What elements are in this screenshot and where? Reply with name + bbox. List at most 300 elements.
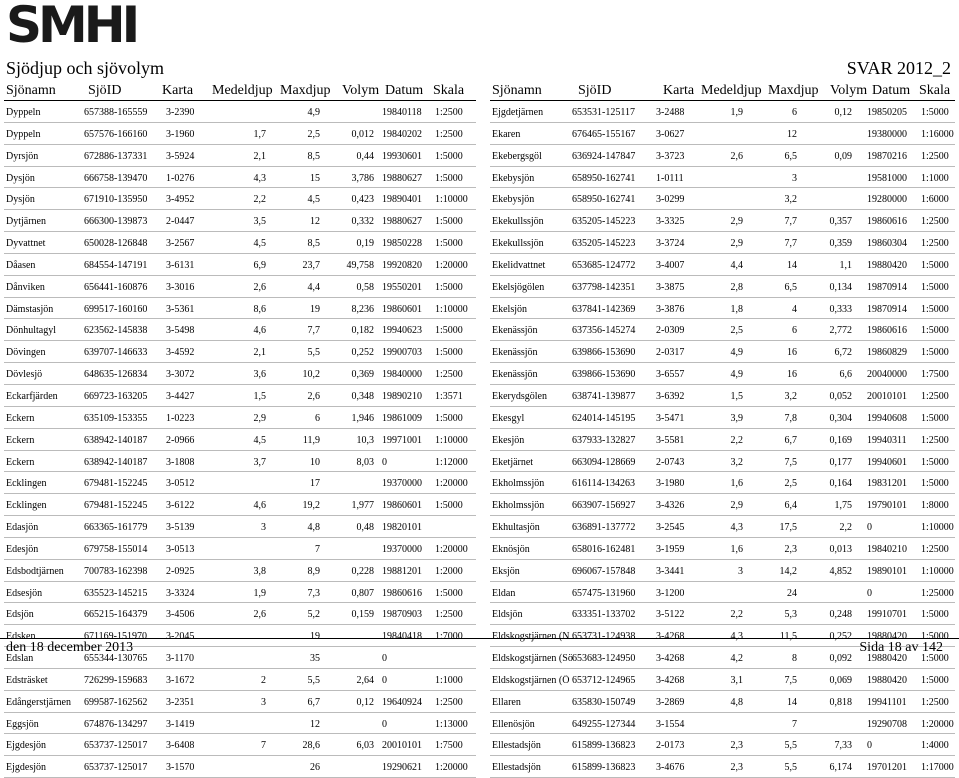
cell-karta: 3-4268 bbox=[656, 631, 685, 643]
cell-maxdjup: 7,7 bbox=[784, 238, 797, 250]
table-row bbox=[4, 232, 476, 254]
cell-medeldjup: 1,9 bbox=[730, 107, 743, 118]
cell-sjoid: 696067-157848 bbox=[572, 565, 636, 577]
cell-sjonamn: Ekebysjön bbox=[492, 172, 535, 184]
cell-skala: 1:1000 bbox=[921, 172, 949, 184]
cell-karta: 3-3016 bbox=[166, 281, 195, 293]
cell-datum: 19640924 bbox=[382, 696, 422, 708]
cell-sjonamn: Edångerstjärnen bbox=[6, 696, 71, 708]
cell-skala: 1:5000 bbox=[921, 303, 949, 315]
cell-sjoid: 648635-126834 bbox=[84, 369, 148, 381]
cell-sjoid: 638741-139877 bbox=[572, 390, 636, 402]
cell-karta: 3-3324 bbox=[166, 587, 195, 599]
cell-karta: 3-5924 bbox=[166, 150, 195, 162]
cell-maxdjup: 2,5 bbox=[307, 128, 320, 140]
cell-karta: 3-1959 bbox=[656, 543, 685, 555]
cell-datum: 19941101 bbox=[867, 696, 907, 708]
cell-maxdjup: 5,5 bbox=[784, 762, 797, 774]
cell-karta: 2-0173 bbox=[656, 740, 685, 752]
cell-sjoid: 653531-125117 bbox=[572, 107, 635, 118]
cell-maxdjup: 2,3 bbox=[784, 543, 797, 555]
cell-sjoid: 637356-145274 bbox=[572, 325, 636, 337]
cell-sjonamn: Dysjön bbox=[6, 194, 35, 206]
cell-maxdjup: 12 bbox=[310, 216, 320, 228]
cell-sjonamn: Edsesjön bbox=[6, 587, 43, 599]
cell-volym: 0,069 bbox=[829, 674, 852, 686]
cell-sjonamn: Edsträsket bbox=[6, 674, 48, 686]
cell-karta: 3-3723 bbox=[656, 150, 685, 162]
cell-datum: 19860616 bbox=[382, 587, 422, 599]
cell-volym: 0,48 bbox=[356, 522, 374, 534]
cell-skala: 1:5000 bbox=[435, 150, 463, 162]
cell-karta: 3-1570 bbox=[166, 762, 195, 774]
cell-maxdjup: 8 bbox=[792, 653, 797, 665]
header-datum: Datum bbox=[385, 83, 424, 98]
table-row bbox=[4, 341, 476, 363]
cell-volym: 6,6 bbox=[839, 369, 852, 381]
cell-volym: 0,304 bbox=[829, 412, 852, 424]
cell-karta: 3-5581 bbox=[656, 434, 685, 446]
cell-karta: 3-0627 bbox=[656, 128, 685, 140]
cell-skala: 1:13000 bbox=[435, 718, 468, 730]
table-row bbox=[490, 276, 955, 298]
table-row bbox=[490, 756, 955, 778]
cell-sjonamn: Edesjön bbox=[6, 543, 39, 555]
cell-karta: 3-4007 bbox=[656, 259, 685, 271]
cell-maxdjup: 6 bbox=[792, 325, 797, 337]
cell-sjoid: 663907-156927 bbox=[572, 500, 636, 512]
cell-sjoid: 623562-145838 bbox=[84, 325, 148, 337]
header-maxdjup: Maxdjup bbox=[280, 83, 331, 98]
cell-maxdjup: 14 bbox=[787, 259, 797, 271]
cell-karta: 3-4952 bbox=[166, 194, 195, 206]
cell-medeldjup: 4,2 bbox=[730, 653, 743, 665]
cell-skala: 1:20000 bbox=[435, 478, 468, 490]
cell-sjoid: 636891-137772 bbox=[572, 522, 636, 534]
cell-karta: 3-3724 bbox=[656, 238, 685, 250]
cell-maxdjup: 10,2 bbox=[302, 369, 320, 381]
header-sjoid: SjöID bbox=[578, 83, 612, 98]
cell-sjoid: 658016-162481 bbox=[572, 543, 636, 555]
cell-sjonamn: Ekenässjön bbox=[492, 347, 538, 359]
cell-maxdjup: 8,9 bbox=[307, 565, 320, 577]
cell-sjoid: 679481-152245 bbox=[84, 500, 148, 512]
cell-sjoid: 635205-145223 bbox=[572, 216, 636, 228]
cell-karta: 3-2545 bbox=[656, 522, 685, 534]
cell-volym: 0,369 bbox=[351, 369, 374, 381]
cell-karta: 2-0317 bbox=[656, 347, 685, 359]
cell-medeldjup: 4,3 bbox=[253, 172, 266, 184]
cell-karta: 2-0447 bbox=[166, 216, 195, 228]
cell-datum: 19380000 bbox=[867, 128, 907, 140]
cell-sjonamn: Ellaren bbox=[492, 696, 521, 708]
cell-volym: 0,182 bbox=[351, 325, 374, 337]
cell-sjoid: 684554-147191 bbox=[84, 259, 148, 271]
table-row bbox=[4, 145, 476, 167]
cell-medeldjup: 4,6 bbox=[253, 500, 266, 512]
cell-sjoid: 676465-155167 bbox=[572, 128, 636, 140]
cell-maxdjup: 28,6 bbox=[302, 740, 320, 752]
cell-sjoid: 655344-130765 bbox=[84, 653, 148, 665]
cell-medeldjup: 4,4 bbox=[730, 259, 743, 271]
cell-volym: 0,013 bbox=[829, 543, 852, 555]
cell-maxdjup: 4 bbox=[792, 303, 797, 315]
cell-skala: 1:2500 bbox=[435, 609, 463, 621]
cell-volym: 0,348 bbox=[351, 390, 374, 402]
cell-volym: 0,228 bbox=[351, 565, 374, 577]
cell-datum: 19930601 bbox=[382, 150, 422, 162]
cell-sjoid: 650028-126848 bbox=[84, 238, 148, 250]
cell-volym: 0,359 bbox=[829, 238, 852, 250]
cell-medeldjup: 2,9 bbox=[730, 216, 743, 228]
cell-sjonamn: Dyrsjön bbox=[6, 150, 39, 162]
table-row bbox=[4, 472, 476, 494]
cell-sjoid: 653712-124965 bbox=[572, 674, 636, 686]
cell-volym: 0,169 bbox=[829, 434, 852, 446]
cell-datum: 19370000 bbox=[382, 478, 422, 490]
table-row bbox=[490, 319, 955, 341]
cell-karta: 3-4326 bbox=[656, 500, 685, 512]
cell-maxdjup: 2,6 bbox=[307, 390, 320, 402]
cell-sjonamn: Ekekullssjön bbox=[492, 238, 544, 250]
left-table bbox=[4, 100, 476, 778]
cell-sjonamn: Eldskogstjärnen (N bbox=[492, 631, 570, 643]
cell-skala: 1:5000 bbox=[435, 587, 463, 599]
cell-medeldjup: 3,2 bbox=[730, 456, 743, 468]
cell-sjoid: 633351-133702 bbox=[572, 609, 636, 621]
cell-skala: 1:5000 bbox=[435, 216, 463, 228]
table-row bbox=[490, 232, 955, 254]
cell-sjoid: 699517-160160 bbox=[84, 303, 148, 315]
cell-karta: 2-0743 bbox=[656, 456, 685, 468]
header-medeldjup: Medeldjup bbox=[212, 83, 273, 98]
cell-datum: 19860601 bbox=[382, 500, 422, 512]
cell-datum: 0 bbox=[382, 674, 387, 686]
table-row bbox=[4, 691, 476, 713]
cell-volym: 10,3 bbox=[356, 434, 374, 446]
cell-datum: 19860601 bbox=[382, 303, 422, 315]
cell-karta: 1-0223 bbox=[166, 412, 195, 424]
cell-maxdjup: 6,5 bbox=[784, 281, 797, 293]
cell-datum: 19290708 bbox=[867, 718, 907, 730]
header-karta: Karta bbox=[663, 83, 695, 98]
cell-datum: 0 bbox=[867, 587, 872, 599]
cell-volym: 1,946 bbox=[351, 412, 374, 424]
cell-karta: 3-4268 bbox=[656, 653, 685, 665]
cell-maxdjup: 35 bbox=[310, 653, 320, 665]
cell-volym: 3,786 bbox=[351, 172, 374, 184]
cell-maxdjup: 3,2 bbox=[784, 390, 797, 402]
cell-karta: 3-6122 bbox=[166, 500, 195, 512]
cell-maxdjup: 6 bbox=[792, 107, 797, 118]
cell-medeldjup: 8,6 bbox=[253, 303, 266, 315]
cell-karta: 3-5471 bbox=[656, 412, 685, 424]
cell-sjoid: 663365-161779 bbox=[84, 522, 148, 534]
cell-sjonamn: Eggsjön bbox=[6, 718, 39, 730]
cell-volym: 0,052 bbox=[829, 390, 852, 402]
cell-volym: 1,977 bbox=[351, 500, 374, 512]
cell-datum: 19940311 bbox=[867, 434, 907, 446]
cell-sjoid: 657576-166160 bbox=[84, 128, 148, 140]
cell-sjoid: 624014-145195 bbox=[572, 412, 636, 424]
cell-karta: 3-6557 bbox=[656, 369, 685, 381]
cell-sjonamn: Eknösjön bbox=[492, 543, 530, 555]
cell-karta: 2-0966 bbox=[166, 434, 195, 446]
cell-karta: 3-1200 bbox=[656, 587, 685, 599]
cell-maxdjup: 4,8 bbox=[307, 522, 320, 534]
table-row bbox=[490, 429, 955, 451]
cell-skala: 1:20000 bbox=[435, 259, 468, 271]
cell-sjoid: 666300-139873 bbox=[84, 216, 148, 228]
table-row bbox=[490, 167, 955, 189]
cell-sjonamn: Edslan bbox=[6, 653, 34, 665]
cell-datum: 19860616 bbox=[867, 325, 907, 337]
cell-skala: 1:5000 bbox=[435, 412, 463, 424]
cell-datum: 19280000 bbox=[867, 194, 907, 206]
cell-karta: 2-0309 bbox=[656, 325, 685, 337]
cell-volym: 4,852 bbox=[829, 565, 852, 577]
cell-sjoid: 653731-124938 bbox=[572, 631, 636, 643]
table-row bbox=[4, 713, 476, 735]
cell-karta: 1-0111 bbox=[656, 172, 684, 184]
table-row bbox=[4, 254, 476, 276]
cell-skala: 1:7500 bbox=[921, 369, 949, 381]
cell-skala: 1:5000 bbox=[921, 653, 949, 665]
table-row bbox=[4, 167, 476, 189]
table-row bbox=[4, 123, 476, 145]
cell-volym: 2,772 bbox=[829, 325, 852, 337]
cell-karta: 3-1980 bbox=[656, 478, 685, 490]
cell-sjonamn: Ekhultasjön bbox=[492, 522, 540, 534]
document-title: Sjödjup och sjövolym bbox=[6, 58, 165, 78]
cell-sjoid: 653737-125017 bbox=[84, 740, 148, 752]
header-volym: Volym bbox=[342, 83, 380, 98]
cell-maxdjup: 16 bbox=[787, 369, 797, 381]
cell-karta: 3-0513 bbox=[166, 543, 195, 555]
cell-medeldjup: 2,9 bbox=[730, 500, 743, 512]
cell-maxdjup: 6,5 bbox=[784, 150, 797, 162]
cell-karta: 3-5139 bbox=[166, 522, 195, 534]
cell-skala: 1:5000 bbox=[921, 412, 949, 424]
cell-sjonamn: Ecklingen bbox=[6, 478, 47, 490]
cell-datum: 19890101 bbox=[867, 565, 907, 577]
cell-skala: 1:10000 bbox=[435, 434, 468, 446]
cell-medeldjup: 7 bbox=[261, 740, 266, 752]
cell-skala: 1:2000 bbox=[435, 565, 463, 577]
cell-maxdjup: 7 bbox=[315, 543, 320, 555]
table-row bbox=[4, 669, 476, 691]
cell-volym: 6,72 bbox=[834, 347, 852, 359]
cell-datum: 19550201 bbox=[382, 281, 422, 293]
cell-datum: 19920820 bbox=[382, 259, 422, 271]
cell-sjonamn: Ekelidvattnet bbox=[492, 259, 546, 271]
cell-maxdjup: 4,4 bbox=[307, 281, 320, 293]
cell-karta: 3-3072 bbox=[166, 369, 195, 381]
table-row bbox=[490, 341, 955, 363]
cell-datum: 19890401 bbox=[382, 194, 422, 206]
cell-skala: 1:5000 bbox=[435, 500, 463, 512]
cell-sjonamn: Ekenässjön bbox=[492, 369, 538, 381]
table-row bbox=[490, 582, 955, 604]
cell-karta: 3-3441 bbox=[656, 565, 685, 577]
table-row bbox=[4, 756, 476, 778]
cell-sjonamn: Dönhultagyl bbox=[6, 325, 56, 337]
cell-datum: 19840210 bbox=[867, 543, 907, 555]
cell-sjonamn: Eckern bbox=[6, 434, 35, 446]
cell-medeldjup: 2 bbox=[261, 674, 266, 686]
cell-datum: 19971001 bbox=[382, 434, 422, 446]
cell-sjoid: 674876-134297 bbox=[84, 718, 148, 730]
cell-maxdjup: 10 bbox=[310, 456, 320, 468]
cell-maxdjup: 4,5 bbox=[307, 194, 320, 206]
table-row bbox=[490, 713, 955, 735]
cell-sjoid: 639707-146633 bbox=[84, 347, 148, 359]
cell-sjonamn: Dåasen bbox=[6, 259, 36, 271]
cell-maxdjup: 6,4 bbox=[784, 500, 797, 512]
cell-skala: 1:5000 bbox=[921, 347, 949, 359]
cell-medeldjup: 1,5 bbox=[253, 390, 266, 402]
cell-karta: 3-0512 bbox=[166, 478, 195, 490]
table-row bbox=[4, 319, 476, 341]
cell-sjoid: 639866-153690 bbox=[572, 369, 636, 381]
cell-karta: 3-3876 bbox=[656, 303, 685, 315]
cell-datum: 19870914 bbox=[867, 303, 907, 315]
cell-sjonamn: Eckarfjärden bbox=[6, 390, 58, 402]
cell-medeldjup: 3,7 bbox=[253, 456, 266, 468]
cell-sjonamn: Ekenässjön bbox=[492, 325, 538, 337]
cell-datum: 19860616 bbox=[867, 216, 907, 228]
table-row bbox=[4, 451, 476, 473]
cell-karta: 3-1419 bbox=[166, 718, 195, 730]
cell-sjoid: 666758-139470 bbox=[84, 172, 148, 184]
cell-maxdjup: 5,5 bbox=[784, 740, 797, 752]
cell-volym: 0,177 bbox=[829, 456, 852, 468]
table-row bbox=[4, 494, 476, 516]
cell-volym: 8,03 bbox=[356, 456, 374, 468]
cell-volym: 1,75 bbox=[834, 500, 852, 512]
table-row bbox=[490, 538, 955, 560]
cell-medeldjup: 2,9 bbox=[253, 412, 266, 424]
cell-sjonamn: Edsbodtjärnen bbox=[6, 565, 64, 577]
cell-karta: 3-2869 bbox=[656, 696, 685, 708]
cell-sjonamn: Dyppeln bbox=[6, 107, 41, 118]
cell-datum: 19370000 bbox=[382, 543, 422, 555]
cell-volym: 0,012 bbox=[351, 128, 374, 140]
cell-datum: 19900703 bbox=[382, 347, 422, 359]
cell-sjonamn: Ellestadsjön bbox=[492, 740, 541, 752]
cell-medeldjup: 3 bbox=[738, 565, 743, 577]
cell-datum: 19820101 bbox=[382, 522, 422, 534]
table-row bbox=[490, 516, 955, 538]
cell-maxdjup: 7,7 bbox=[784, 216, 797, 228]
cell-volym: 0,44 bbox=[356, 150, 374, 162]
cell-volym: 0,818 bbox=[829, 696, 852, 708]
cell-maxdjup: 5,3 bbox=[784, 609, 797, 621]
cell-sjonamn: Eldskogstjärnen (Sö bbox=[492, 653, 573, 665]
cell-skala: 1:16000 bbox=[921, 128, 954, 140]
cell-sjonamn: Ekekullssjön bbox=[492, 216, 544, 228]
table-row bbox=[4, 210, 476, 232]
cell-sjoid: 636924-147847 bbox=[572, 150, 636, 162]
cell-volym: 0,12 bbox=[356, 696, 374, 708]
cell-maxdjup: 5,2 bbox=[307, 609, 320, 621]
cell-medeldjup: 3 bbox=[261, 696, 266, 708]
cell-maxdjup: 3 bbox=[792, 172, 797, 184]
cell-sjoid: 671910-135950 bbox=[84, 194, 148, 206]
cell-sjoid: 679758-155014 bbox=[84, 543, 148, 555]
cell-datum: 19290621 bbox=[382, 762, 422, 774]
cell-skala: 1:5000 bbox=[435, 172, 463, 184]
cell-skala: 1:2500 bbox=[921, 238, 949, 250]
cell-volym: 49,758 bbox=[346, 259, 374, 271]
cell-datum: 19840418 bbox=[382, 631, 422, 643]
cell-sjonamn: Eckern bbox=[6, 456, 35, 468]
cell-medeldjup: 3,5 bbox=[253, 216, 266, 228]
cell-karta: 3-5498 bbox=[166, 325, 195, 337]
cell-medeldjup: 2,6 bbox=[253, 609, 266, 621]
cell-maxdjup: 2,5 bbox=[784, 478, 797, 490]
table-row bbox=[4, 538, 476, 560]
cell-datum: 19880420 bbox=[867, 674, 907, 686]
table-row bbox=[4, 298, 476, 320]
cell-sjoid: 658950-162741 bbox=[572, 194, 636, 206]
cell-karta: 3-2390 bbox=[166, 107, 195, 118]
cell-datum: 19880420 bbox=[867, 653, 907, 665]
cell-maxdjup: 7,5 bbox=[784, 674, 797, 686]
cell-maxdjup: 5,5 bbox=[307, 674, 320, 686]
cell-skala: 1:2500 bbox=[921, 216, 949, 228]
cell-karta: 1-0276 bbox=[166, 172, 195, 184]
cell-maxdjup: 4,9 bbox=[307, 107, 320, 118]
cell-skala: 1:7000 bbox=[435, 631, 463, 643]
cell-medeldjup: 4,5 bbox=[253, 434, 266, 446]
cell-maxdjup: 16 bbox=[787, 347, 797, 359]
cell-skala: 1:1000 bbox=[435, 674, 463, 686]
cell-sjoid: 638942-140187 bbox=[84, 434, 148, 446]
cell-sjonamn: Dyvattnet bbox=[6, 238, 46, 250]
table-row bbox=[4, 385, 476, 407]
cell-sjonamn: Ekaren bbox=[492, 128, 521, 140]
cell-datum: 19940623 bbox=[382, 325, 422, 337]
cell-datum: 0 bbox=[867, 740, 872, 752]
cell-skala: 1:17000 bbox=[921, 762, 954, 774]
cell-skala: 1:20000 bbox=[435, 543, 468, 555]
cell-sjonamn: Dånviken bbox=[6, 281, 45, 293]
cell-medeldjup: 1,7 bbox=[253, 128, 266, 140]
cell-karta: 3-4427 bbox=[166, 390, 195, 402]
header-karta: Karta bbox=[162, 83, 194, 98]
cell-medeldjup: 2,3 bbox=[730, 740, 743, 752]
cell-sjoid: 663094-128669 bbox=[572, 456, 636, 468]
cell-sjonamn: Ekholmssjön bbox=[492, 500, 545, 512]
cell-sjonamn: Ekebergsgöl bbox=[492, 150, 542, 162]
cell-datum: 20010101 bbox=[867, 390, 907, 402]
cell-skala: 1:10000 bbox=[435, 194, 468, 206]
cell-karta: 3-4592 bbox=[166, 347, 195, 359]
cell-sjoid: 656441-160876 bbox=[84, 281, 148, 293]
table-row bbox=[490, 254, 955, 276]
cell-karta: 3-1170 bbox=[166, 653, 194, 665]
cell-medeldjup: 1,6 bbox=[730, 543, 743, 555]
header-sjoid: SjöID bbox=[88, 83, 122, 98]
cell-datum: 19790101 bbox=[867, 500, 907, 512]
cell-skala: 1:3571 bbox=[435, 390, 463, 402]
cell-datum: 19850228 bbox=[382, 238, 422, 250]
cell-skala: 1:2500 bbox=[435, 107, 463, 118]
footer-date: den 18 december 2013 bbox=[6, 640, 134, 655]
cell-sjonamn: Dämstasjön bbox=[6, 303, 54, 315]
cell-datum: 20040000 bbox=[867, 369, 907, 381]
